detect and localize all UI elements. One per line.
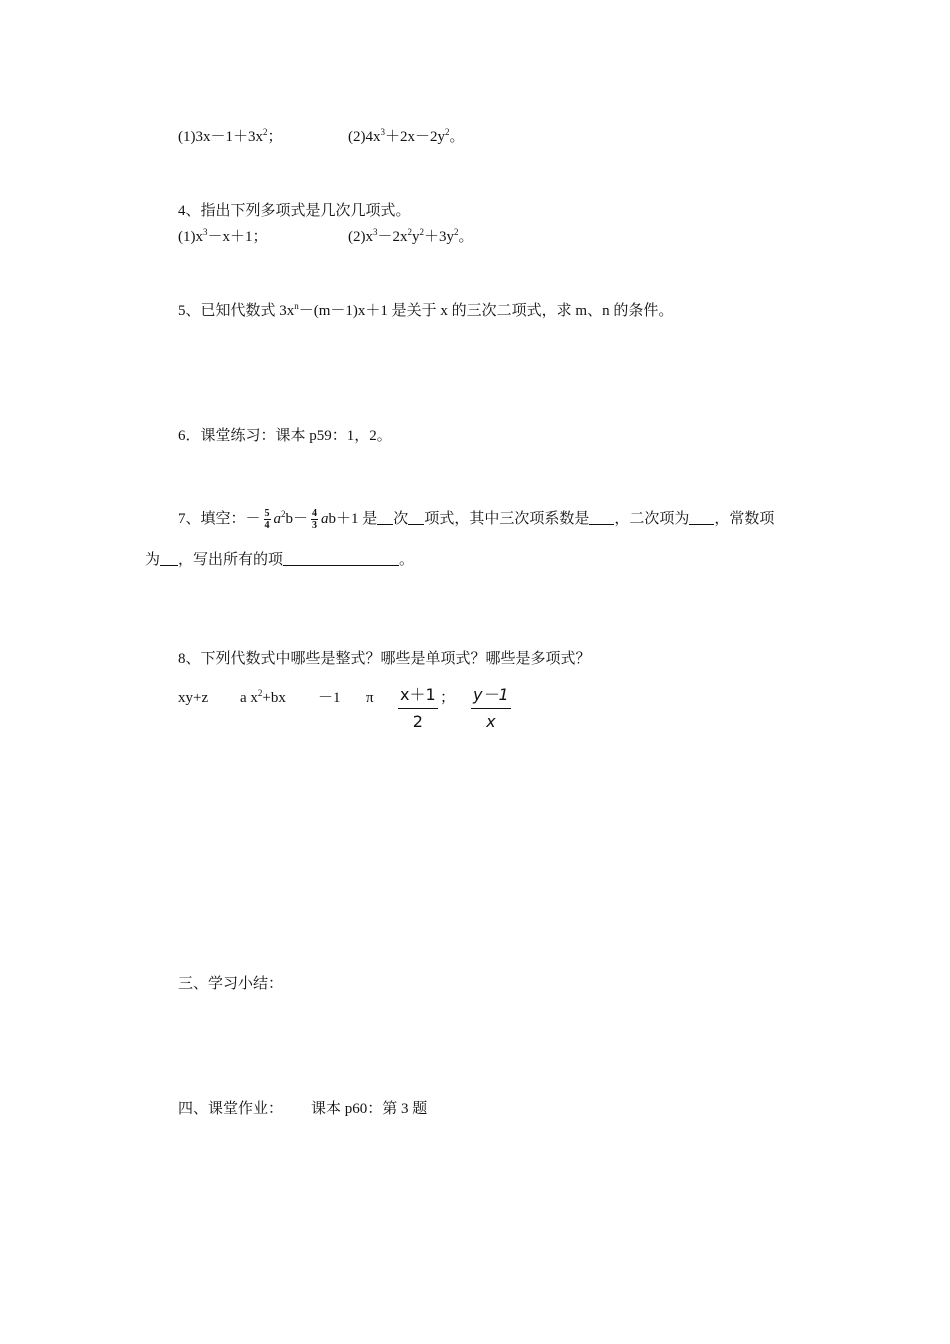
q7-text: 。 <box>399 552 415 568</box>
q3-part1 <box>178 127 283 147</box>
q7-prefix: 7、填空：－ <box>178 511 261 527</box>
q4-part2-mid: ＋3y <box>424 229 455 245</box>
section-4-heading <box>178 1099 427 1119</box>
q8-fraction-2 <box>471 685 511 733</box>
exponent: 2 <box>419 227 425 237</box>
q5-text-b: －(m－1)x＋1 是关于 x 的三次二项式，求 m、n 的条件。 <box>298 303 674 319</box>
exponent: 2 <box>257 688 263 698</box>
q8-separator: ； <box>440 690 456 706</box>
fraction-numerator: 4 <box>312 508 318 520</box>
q7-text: b－ <box>285 511 309 527</box>
q5-text-a: 5、已知代数式 3x <box>178 303 295 319</box>
q3-part1-text: (1)3x－1＋3x <box>178 129 263 145</box>
q3-part1-end: ； <box>267 129 283 145</box>
variable: a <box>273 511 282 527</box>
q8-term-4: π <box>366 690 374 706</box>
answer-blank[interactable] <box>377 510 393 525</box>
fraction-denominator: 3 <box>312 520 318 532</box>
fraction-numerator: 5 <box>264 508 270 520</box>
q4-part2-mid: －2x <box>377 229 408 245</box>
fraction <box>264 508 271 531</box>
q7-text: ，写出所有的项 <box>178 552 284 568</box>
q7-text: 次 <box>393 511 409 527</box>
fraction <box>311 508 318 531</box>
exponent: 2 <box>454 227 459 237</box>
q6-text: 6．课堂练习：课本 p59：1，2。 <box>178 428 392 444</box>
fraction-denominator: 2 <box>412 712 423 731</box>
answer-blank[interactable] <box>589 510 614 525</box>
q8-term-text: +bx <box>262 690 286 706</box>
answer-blank[interactable] <box>160 551 178 566</box>
q8-term-3: －1 <box>318 690 341 706</box>
answer-blank[interactable] <box>408 510 424 525</box>
q7-line2 <box>145 550 414 570</box>
q4-part2-text: (2)x <box>348 229 373 245</box>
exponent: 2 <box>263 127 268 137</box>
answer-blank[interactable] <box>283 551 399 566</box>
q4-part1-text: (1)x <box>178 229 203 245</box>
fraction-numerator: x＋1 <box>398 685 438 709</box>
q4-part1 <box>178 227 268 247</box>
fraction-denominator: 4 <box>264 520 270 532</box>
q8-term-text: a x <box>240 690 258 706</box>
fraction-denominator: x <box>486 712 496 731</box>
q7-text: ，二次项为 <box>614 511 690 527</box>
q5-text <box>178 301 673 321</box>
q4-title: 4、指出下列多项式是几次几项式。 <box>178 203 411 219</box>
q7-text: ，常数项 <box>714 511 775 527</box>
q3-part2-mid: ＋2x－2y <box>385 129 446 145</box>
q4-part2-end: 。 <box>458 229 474 245</box>
exponent: 2 <box>445 127 450 137</box>
section-4-label: 四、课堂作业： <box>178 1101 284 1117</box>
section-4-content: 课本 p60：第 3 题 <box>311 1101 428 1117</box>
answer-blank[interactable] <box>689 510 714 525</box>
q4-part1-end: －x＋1； <box>207 229 268 245</box>
q7-text: b＋1 是 <box>328 511 378 527</box>
q8-fraction-1 <box>398 685 438 733</box>
exponent: n <box>294 301 299 311</box>
fraction-numerator: y－1 <box>471 685 511 709</box>
q7-text: 为 <box>145 552 161 568</box>
q3-part2-end: 。 <box>449 129 465 145</box>
q7-line1 <box>178 506 774 532</box>
q8-term-1: xy+z <box>178 690 209 706</box>
q3-part2 <box>348 127 465 147</box>
exponent: 2 <box>281 509 286 519</box>
q7-text: 项式，其中三次项系数是 <box>424 511 590 527</box>
section-3-heading: 三、学习小结： <box>178 976 284 992</box>
q3-part2-text: (2)4x <box>348 129 381 145</box>
exponent: 2 <box>407 227 413 237</box>
q4-part2 <box>348 227 474 247</box>
exponent: 3 <box>203 227 208 237</box>
exponent: 3 <box>373 227 378 237</box>
q8-term-2 <box>240 688 286 708</box>
exponent: 3 <box>380 127 385 137</box>
q8-title: 8、下列代数式中哪些是整式？哪些是单项式？哪些是多项式？ <box>178 651 591 667</box>
q4-part2-mid: y <box>412 229 420 245</box>
variable: a <box>321 511 329 527</box>
